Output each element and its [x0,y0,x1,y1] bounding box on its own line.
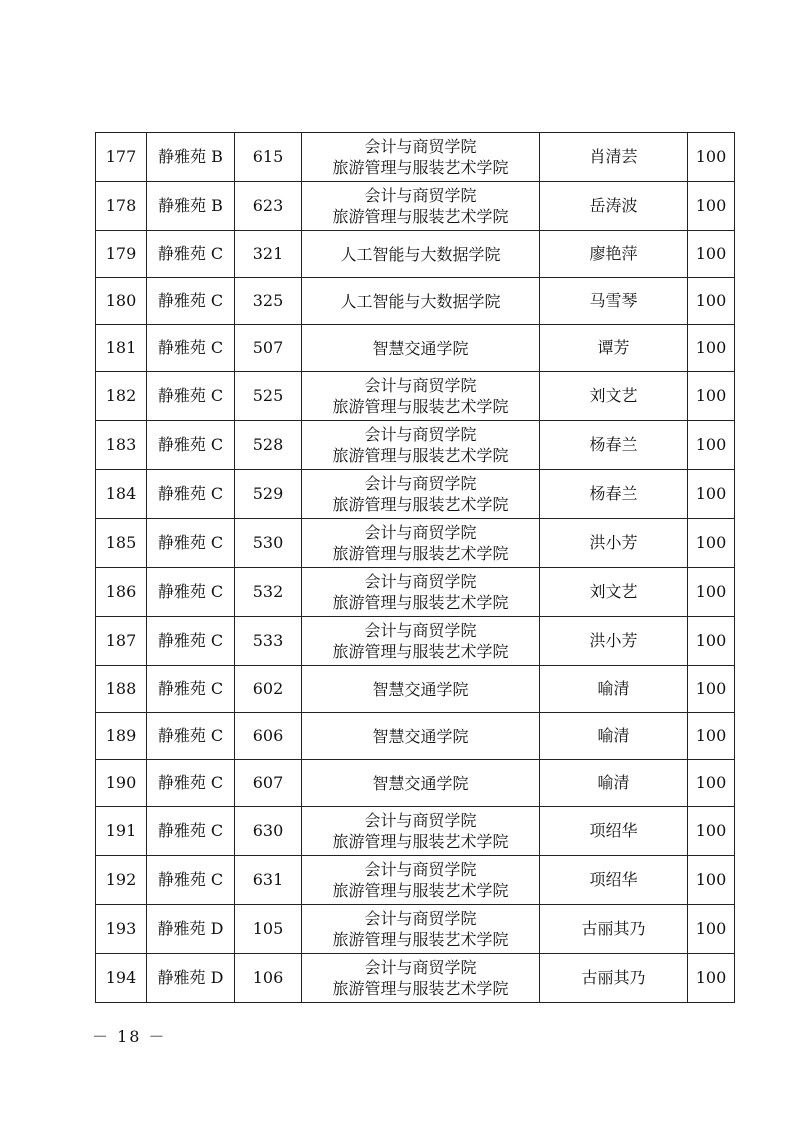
college-name: 会计与商贸学院 [364,137,477,156]
college-cell [302,372,540,421]
college-name: 会计与商贸学院 [364,523,477,542]
row-number-cell: 191 [96,807,147,856]
score-cell: 100 [688,905,735,954]
teacher-name-cell: 肖清芸 [540,133,688,182]
score-cell: 100 [688,760,735,807]
room-number-cell: 105 [235,905,302,954]
teacher-name-cell: 廖艳萍 [540,231,688,278]
teacher-name-cell: 喻清 [540,666,688,713]
table-row [96,231,735,278]
college-cell [302,421,540,470]
score-cell: 100 [688,617,735,666]
teacher-name-cell: 谭芳 [540,325,688,372]
college-name: 会计与商贸学院 [364,958,477,977]
building-cell: 静雅苑 C [147,519,235,568]
dormitory-score-table [95,132,735,1003]
college-cell [302,519,540,568]
college-name: 旅游管理与服装艺术学院 [332,446,509,465]
table-row [96,666,735,713]
teacher-name-cell: 古丽其乃 [540,954,688,1003]
room-number-cell: 532 [235,568,302,617]
room-number-cell: 321 [235,231,302,278]
table-row [96,470,735,519]
row-number-cell: 183 [96,421,147,470]
table-row [96,954,735,1003]
score-cell: 100 [688,568,735,617]
table-row [96,617,735,666]
building-cell: 静雅苑 C [147,278,235,325]
college-cell [302,325,540,372]
score-cell: 100 [688,133,735,182]
score-cell: 100 [688,231,735,278]
college-name: 会计与商贸学院 [364,186,477,205]
room-number-cell: 529 [235,470,302,519]
row-number-cell: 186 [96,568,147,617]
college-cell [302,617,540,666]
row-number-cell: 179 [96,231,147,278]
college-name: 智慧交通学院 [372,726,469,746]
college-name: 会计与商贸学院 [364,621,477,640]
building-cell: 静雅苑 B [147,182,235,231]
row-number-cell: 181 [96,325,147,372]
college-name: 旅游管理与服装艺术学院 [332,832,509,851]
room-number-cell: 530 [235,519,302,568]
teacher-name-cell: 洪小芳 [540,519,688,568]
score-cell: 100 [688,278,735,325]
college-cell [302,666,540,713]
room-number-cell: 507 [235,325,302,372]
college-name: 旅游管理与服装艺术学院 [332,495,509,514]
college-cell [302,568,540,617]
college-cell [302,133,540,182]
table-row [96,421,735,470]
college-name: 旅游管理与服装艺术学院 [332,397,509,416]
table-row [96,568,735,617]
college-cell [302,231,540,278]
row-number-cell: 187 [96,617,147,666]
score-cell: 100 [688,421,735,470]
teacher-name-cell: 古丽其乃 [540,905,688,954]
row-number-cell: 177 [96,133,147,182]
college-name: 人工智能与大数据学院 [340,244,501,264]
building-cell: 静雅苑 C [147,470,235,519]
row-number-cell: 184 [96,470,147,519]
row-number-cell: 194 [96,954,147,1003]
college-name: 旅游管理与服装艺术学院 [332,979,509,998]
table-body [96,133,735,1003]
college-name: 旅游管理与服装艺术学院 [332,881,509,900]
score-cell: 100 [688,856,735,905]
table-row [96,278,735,325]
college-name: 旅游管理与服装艺术学院 [332,158,509,177]
room-number-cell: 607 [235,760,302,807]
room-number-cell: 630 [235,807,302,856]
building-cell: 静雅苑 C [147,713,235,760]
college-name: 会计与商贸学院 [364,474,477,493]
table-row [96,325,735,372]
building-cell: 静雅苑 D [147,954,235,1003]
building-cell: 静雅苑 C [147,617,235,666]
room-number-cell: 606 [235,713,302,760]
room-number-cell: 533 [235,617,302,666]
row-number-cell: 178 [96,182,147,231]
building-cell: 静雅苑 C [147,421,235,470]
college-name: 旅游管理与服装艺术学院 [332,642,509,661]
score-cell: 100 [688,807,735,856]
college-name: 旅游管理与服装艺术学院 [332,593,509,612]
teacher-name-cell: 喻清 [540,760,688,807]
score-cell: 100 [688,182,735,231]
teacher-name-cell: 洪小芳 [540,617,688,666]
college-name: 人工智能与大数据学院 [340,291,501,311]
college-name: 智慧交通学院 [372,773,469,793]
row-number-cell: 182 [96,372,147,421]
college-cell [302,278,540,325]
row-number-cell: 180 [96,278,147,325]
building-cell: 静雅苑 D [147,905,235,954]
row-number-cell: 188 [96,666,147,713]
row-number-cell: 193 [96,905,147,954]
room-number-cell: 623 [235,182,302,231]
score-cell: 100 [688,519,735,568]
college-cell [302,182,540,231]
table-row [96,372,735,421]
score-cell: 100 [688,954,735,1003]
table-row [96,519,735,568]
building-cell: 静雅苑 C [147,568,235,617]
room-number-cell: 525 [235,372,302,421]
college-cell [302,760,540,807]
row-number-cell: 189 [96,713,147,760]
college-name: 旅游管理与服装艺术学院 [332,207,509,226]
college-name: 会计与商贸学院 [364,860,477,879]
college-name: 会计与商贸学院 [364,376,477,395]
score-cell: 100 [688,713,735,760]
building-cell: 静雅苑 C [147,666,235,713]
building-cell: 静雅苑 C [147,231,235,278]
teacher-name-cell: 杨春兰 [540,470,688,519]
teacher-name-cell: 喻清 [540,713,688,760]
table-row [96,713,735,760]
building-cell: 静雅苑 C [147,760,235,807]
building-cell: 静雅苑 C [147,325,235,372]
building-cell: 静雅苑 C [147,856,235,905]
room-number-cell: 631 [235,856,302,905]
teacher-name-cell: 刘文艺 [540,372,688,421]
table-row [96,807,735,856]
college-name: 会计与商贸学院 [364,811,477,830]
row-number-cell: 192 [96,856,147,905]
college-cell [302,470,540,519]
college-cell [302,807,540,856]
teacher-name-cell: 项绍华 [540,856,688,905]
table-row [96,905,735,954]
room-number-cell: 106 [235,954,302,1003]
score-cell: 100 [688,666,735,713]
page-number: － 18 － [92,1027,167,1046]
table-row [96,760,735,807]
college-name: 智慧交通学院 [372,679,469,699]
room-number-cell: 528 [235,421,302,470]
table-row [96,856,735,905]
row-number-cell: 190 [96,760,147,807]
teacher-name-cell: 岳涛波 [540,182,688,231]
teacher-name-cell: 刘文艺 [540,568,688,617]
table-row [96,182,735,231]
college-name: 会计与商贸学院 [364,909,477,928]
table-row [96,133,735,182]
room-number-cell: 615 [235,133,302,182]
room-number-cell: 602 [235,666,302,713]
teacher-name-cell: 马雪琴 [540,278,688,325]
college-cell [302,713,540,760]
college-name: 旅游管理与服装艺术学院 [332,930,509,949]
teacher-name-cell: 项绍华 [540,807,688,856]
teacher-name-cell: 杨春兰 [540,421,688,470]
college-name: 会计与商贸学院 [364,425,477,444]
room-number-cell: 325 [235,278,302,325]
score-cell: 100 [688,372,735,421]
college-cell [302,954,540,1003]
building-cell: 静雅苑 B [147,133,235,182]
college-name: 智慧交通学院 [372,338,469,358]
building-cell: 静雅苑 C [147,372,235,421]
score-cell: 100 [688,470,735,519]
building-cell: 静雅苑 C [147,807,235,856]
college-name: 旅游管理与服装艺术学院 [332,544,509,563]
score-cell: 100 [688,325,735,372]
college-cell [302,856,540,905]
college-name: 会计与商贸学院 [364,572,477,591]
row-number-cell: 185 [96,519,147,568]
college-cell [302,905,540,954]
